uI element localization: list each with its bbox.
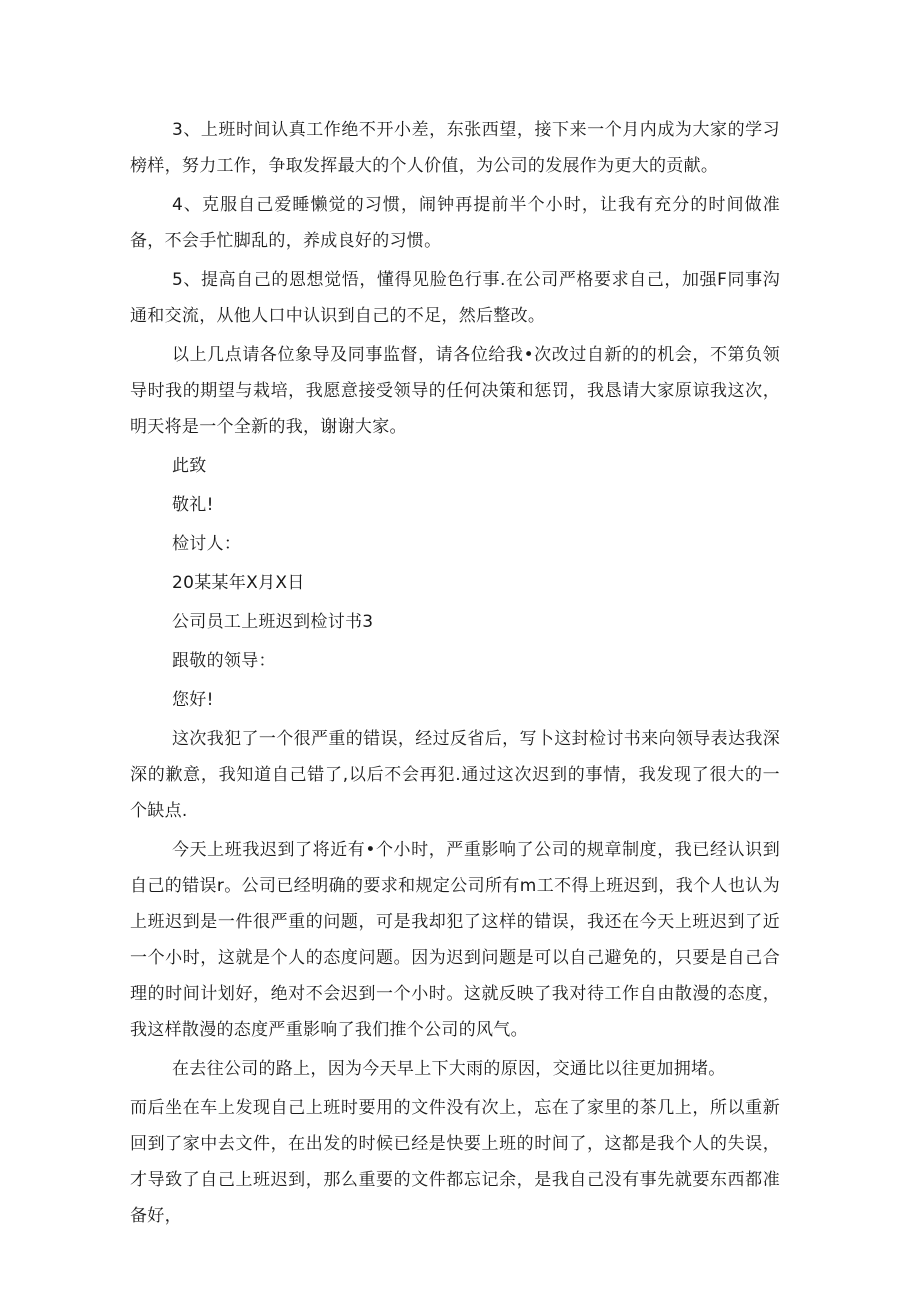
letter-paragraph-3-rest: 而后坐在车上发现自己上班时要用的文件没有次上，忘在了家里的茶几上，所以重新回到了家中去文件，在出发的时候已经是快要上班的时间了，这都是我个人的失误，才导致了自己上班迟到，那么重要的文件都忘记余，是我自己没有事先就要东西都准备好， <box>130 1098 780 1226</box>
letter-title: 公司员工上班迟到检讨书3 <box>172 612 374 632</box>
signoff-to: 此致 <box>172 456 207 476</box>
letter-paragraph-1: 这次我犯了一个很严重的错误，经过反省后，写卜这封检讨书来向领导表达我深深的歉意，我知道自己错了,以后不会再犯.通过这次迟到的事情，我发现了很大的一个缺点. <box>130 729 780 821</box>
letter-paragraph-3-first: 在去往公司的路上，因为今天早上下大雨的原因，交通比以往更加拥堵。 <box>172 1059 726 1079</box>
closing-paragraph: 以上几点请各位象导及同事监督，请各位给我•次改过自新的的机会，不第负领导时我的期望与栽培，我愿意接受领导的任何决策和惩罚，我恳请大家原谅我这次，明天将是一个全新的我，谢谢大家。 <box>130 345 780 437</box>
signoff-date: 20某某年X月X日 <box>172 573 305 593</box>
document-body <box>130 112 780 1237</box>
list-item-4: 4、克服自己爱睡懒觉的习惯，闹钟再提前半个小时，让我有充分的时间做准备，不会手忙脚乱的，养成良好的习惯。 <box>130 195 780 251</box>
list-item-3: 3、上班时间认真工作绝不开小差，东张西望，接下来一个月内成为大家的学习榜样，努力工作，争取发挥最大的个人价值，为公司的发展作为更大的贡献。 <box>130 120 780 176</box>
signoff-salute: 敬礼! <box>172 495 214 515</box>
signoff-author: 检讨人： <box>172 534 242 554</box>
letter-greeting: 跟敬的领导： <box>172 651 276 671</box>
letter-paragraph-2: 今天上班我迟到了将近有•个小时，严重影响了公司的规章制度，我已经认识到自己的错误r。公司已经明确的要求和规定公司所有m工不得上班迟到，我个人也认为上班迟到是一件很严重的问题，可是我却犯了这样的错误，我还在今天上班迟到了近一个小时，这就是个人的态度问题。因为迟到问题是可以自己避免的，只要是自己合理的时间计划好，绝对不会迟到一个小时。这就反映了我对待工作自由散漫的态度，我这样散漫的态度严重影响了我们推个公司的风气。 <box>130 840 780 1040</box>
letter-hello: 您好! <box>172 690 214 710</box>
list-item-5: 5、提高自己的恩想觉悟，懂得见脸色行事.在公司严格要求自己，加强F同事沟通和交流，从他人口中认识到自己的不足，然后整改。 <box>130 270 780 326</box>
